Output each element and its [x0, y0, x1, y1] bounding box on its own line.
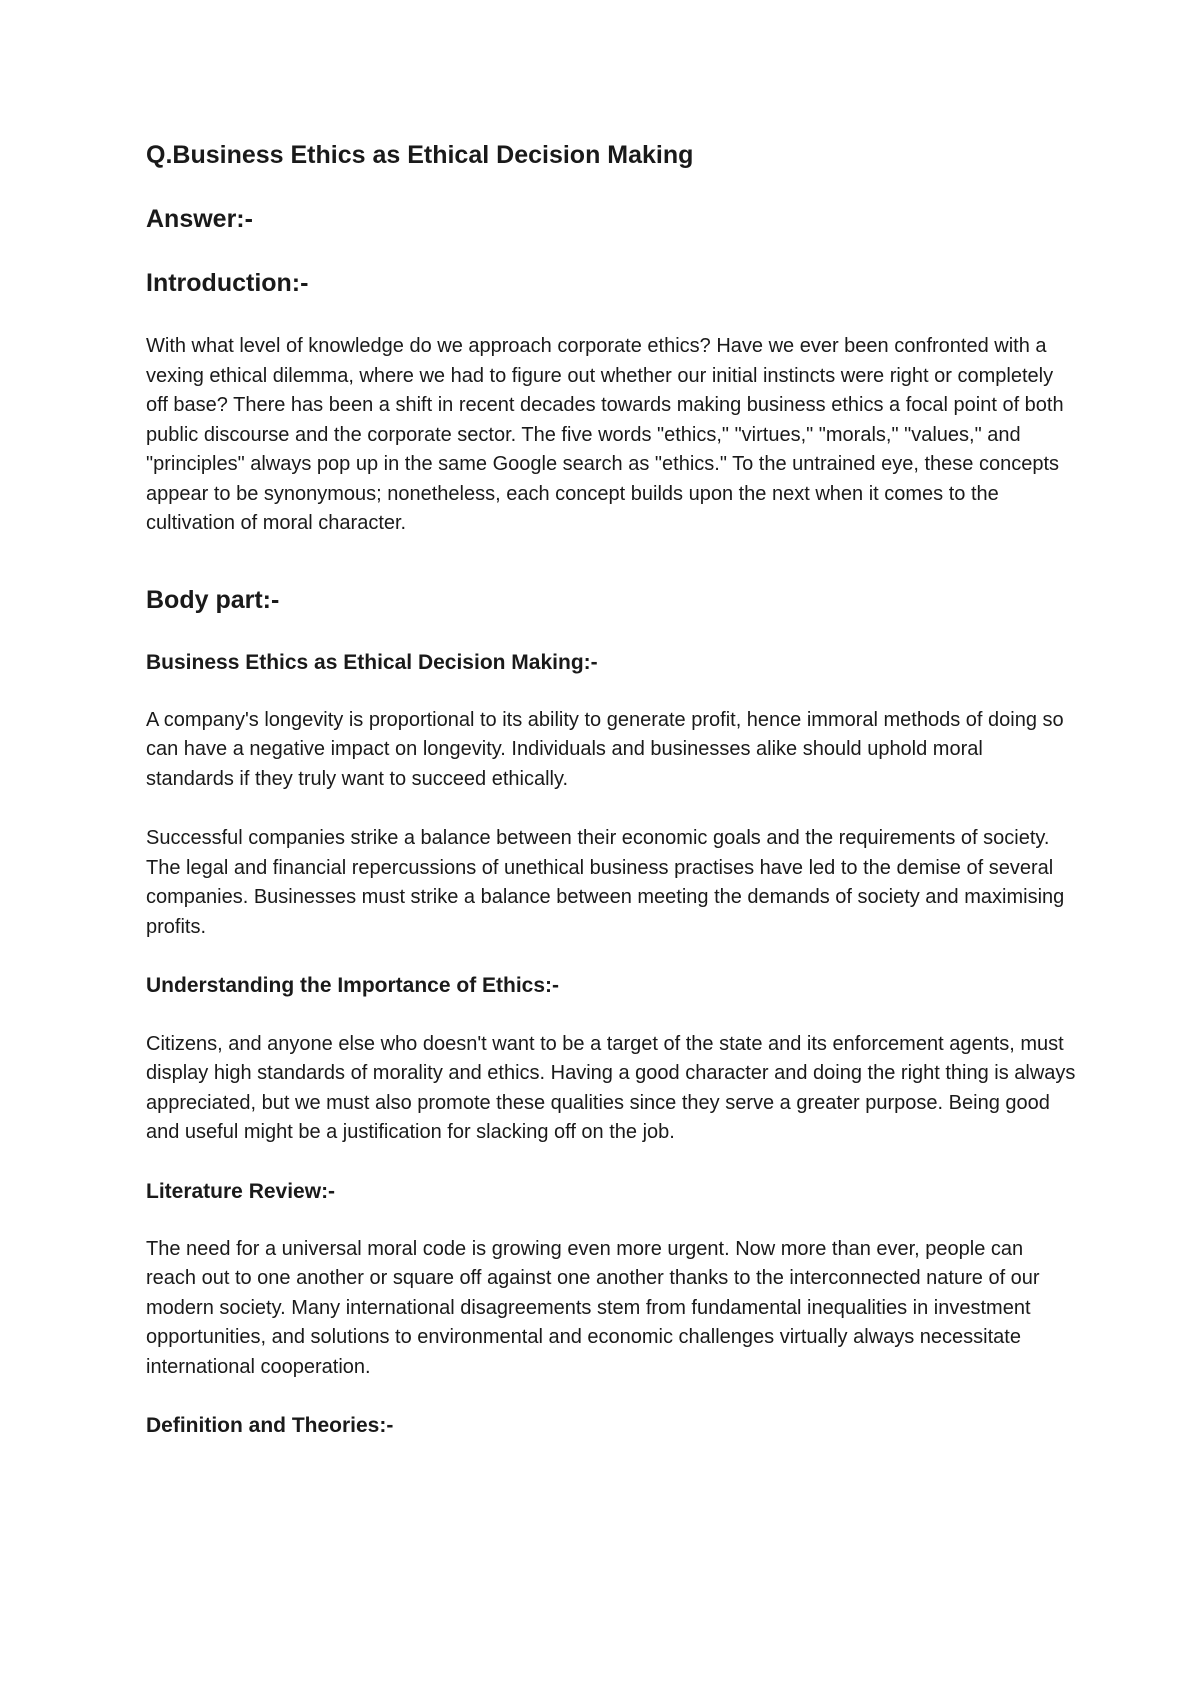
section-paragraph: A company's longevity is proportional to its ability to generate profit, hence immoral methods of doing so can have a negative impact on longevity. Individuals and businesses alike should uphold moral standards if they truly want to succeed ethically.	[146, 708, 1064, 790]
section-paragraph: Successful companies strike a balance between their economic goals and the requirements of society. The legal and financial repercussions of unethical business practises have led to the demise of several companies. Businesses must strike a balance between meeting the demands of society and maximising profits.	[146, 827, 1065, 938]
section-heading-literature-review: Literature Review:-	[146, 1179, 336, 1203]
document-page	[146, 140, 1076, 1470]
section-paragraph: The need for a universal moral code is growing even more urgent. Now more than ever, people can reach out to one another or square off against one another thanks to the interconnected nature of our modern society. Many international disagreements stem from fundamental inequalities in investment opportunities, and solutions to environmental and economic challenges virtually always necessitate international cooperation.	[146, 1237, 1040, 1378]
answer-heading: Answer:-	[146, 205, 253, 233]
document-title: Q.Business Ethics as Ethical Decision Making	[146, 141, 694, 169]
section-heading-definition-theories: Definition and Theories:-	[146, 1414, 394, 1438]
introduction-paragraph: With what level of knowledge do we approach corporate ethics? Have we ever been confronted with a vexing ethical dilemma, where we had to figure out whether our initial instincts were right or completely off base? There has been a shift in recent decades towards making business ethics a focal point of both public discourse and the corporate sector. The five words "ethics," "virtues," "morals," "values," and "principles" always pop up in the same Google search as "ethics." To the untrained eye, these concepts appear to be synonymous; nonetheless, each concept builds upon the next when it comes to the cultivation of moral character.	[146, 335, 1064, 534]
body-heading: Body part:-	[146, 585, 280, 614]
introduction-heading: Introduction:-	[146, 269, 309, 297]
section-paragraph: Citizens, and anyone else who doesn't want to be a target of the state and its enforcement agents, must display high standards of morality and ethics. Having a good character and doing the right thing is always appreciated, but we must also promote these qualities since they serve a greater purpose. Being good and useful might be a justification for slacking off on the job.	[146, 1032, 1076, 1144]
section-heading-importance-of-ethics: Understanding the Importance of Ethics:-	[146, 974, 560, 998]
section-heading-business-ethics: Business Ethics as Ethical Decision Making:-	[146, 650, 598, 674]
